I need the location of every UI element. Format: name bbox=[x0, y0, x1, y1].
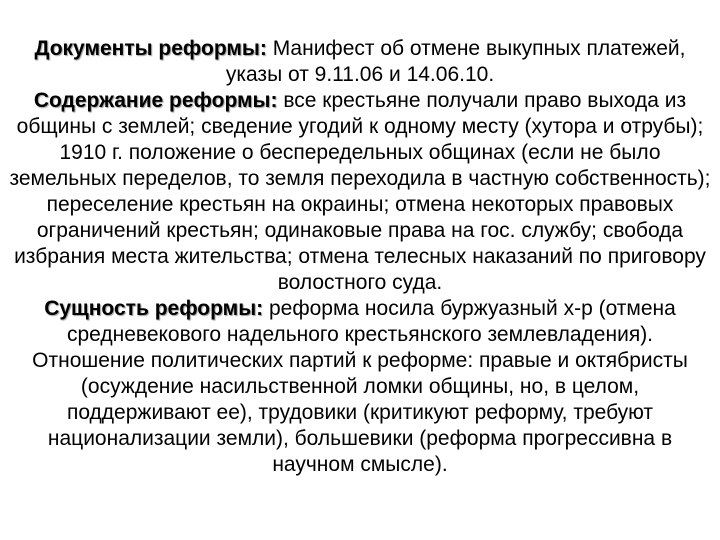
heading-documents: Документы реформы: bbox=[34, 37, 267, 60]
text-essence: реформа носила буржуазный х-р (отмена средневекового надельного крестьянского землевладения). Отношение политических партий к реформе: правые и октябристы (осуждение насильственной ломки общины, но, в целом, поддерживают ее), трудовики (критикуют реформу, требуют национализации земли), большевики (реформа прогрессивна в научном смысле). bbox=[32, 297, 688, 476]
text-documents: Манифест об отмене выкупных платежей, указы от 9.11.06 и 14.06.10. bbox=[225, 37, 686, 86]
text-content: все крестьяне получали право выхода из общины с землей; сведение угодий к одному месту (хутора и отрубы); 1910 г. положение о беспередельных общинах (если не было земельных переделов, то земля переходила в частную собственность); переселение крестьян на окраины; отмена некоторых правовых ограничений крестьян; одинаковые права на гос. службу; свобода избрания места жительства; отмена телесных наказаний по приговору волостного суда. bbox=[9, 89, 711, 294]
heading-essence: Сущность реформы: bbox=[44, 297, 264, 320]
heading-content: Содержание реформы: bbox=[33, 89, 278, 112]
paragraph-content bbox=[8, 88, 712, 296]
paragraph-essence bbox=[8, 296, 712, 478]
paragraph-documents bbox=[8, 36, 712, 88]
